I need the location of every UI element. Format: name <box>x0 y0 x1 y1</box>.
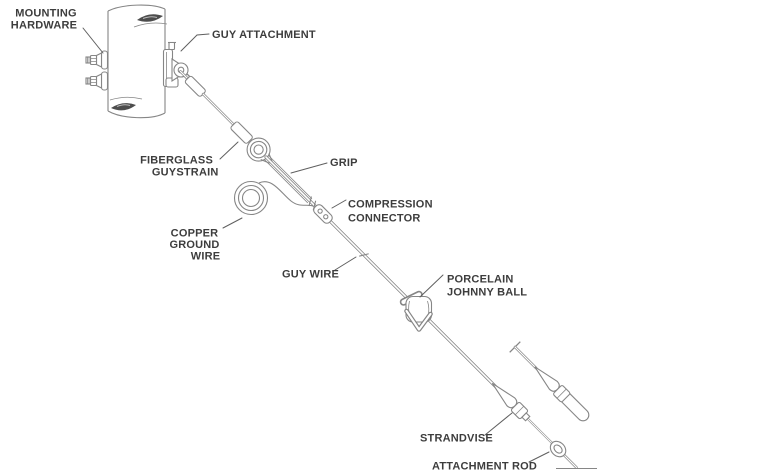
guystrain-sleeve-lower <box>230 121 253 144</box>
label-fiberglass-guystrain-line2: GUYSTRAIN <box>151 166 219 179</box>
mounting-bolt-upper <box>86 51 108 69</box>
label-mounting-hardware-line1: MOUNTING <box>15 7 77 20</box>
utility-pole <box>108 5 167 118</box>
label-copper-ground-wire-line1: COPPER <box>170 227 219 240</box>
compression-connector-body <box>312 203 334 225</box>
wood-grain-bottom <box>111 103 136 110</box>
leader-mounting-hardware <box>83 28 103 53</box>
label-attachment-rod: ATTACHMENT ROD <box>432 460 538 473</box>
strandvise-body <box>488 379 557 448</box>
label-copper-ground-wire-line3: WIRE <box>190 250 221 263</box>
label-guy-attachment: GUY ATTACHMENT <box>212 29 316 41</box>
label-compression-connector-line2: CONNECTOR <box>348 212 421 225</box>
leader-compression-connector <box>332 200 346 208</box>
label-mounting-hardware-line2: HARDWARE <box>10 19 78 32</box>
label-porcelain-johnny-ball-line1: PORCELAIN <box>447 273 514 286</box>
label-strandvise: STRANDVISE <box>420 432 493 445</box>
porcelain-johnny-ball-figure <box>404 295 432 330</box>
label-grip: GRIP <box>330 157 358 169</box>
label-compression-connector-line1: COMPRESSION <box>348 198 433 211</box>
leader-lines <box>83 28 549 462</box>
leader-grip <box>291 163 327 173</box>
copper-ground-wire-coil <box>235 182 318 215</box>
label-porcelain-johnny-ball-line2: JOHNNY BALL <box>447 286 528 299</box>
leader-porcelain-johnny-ball <box>420 275 443 297</box>
attachment-rod-eye <box>547 438 581 472</box>
labels <box>11 8 537 473</box>
label-copper-ground-wire-line2: GROUND <box>169 239 220 251</box>
leader-guy-attachment <box>181 34 209 51</box>
wood-grain-top <box>137 14 163 22</box>
label-guy-wire: GUY WIRE <box>282 268 340 281</box>
leader-fiberglass-guystrain <box>220 142 238 159</box>
guy-assembly-axis <box>172 63 584 475</box>
mounting-bolt-lower <box>86 72 108 90</box>
label-fiberglass-guystrain-line1: FIBERGLASS <box>140 154 213 167</box>
leader-copper-ground-wire <box>223 218 242 228</box>
